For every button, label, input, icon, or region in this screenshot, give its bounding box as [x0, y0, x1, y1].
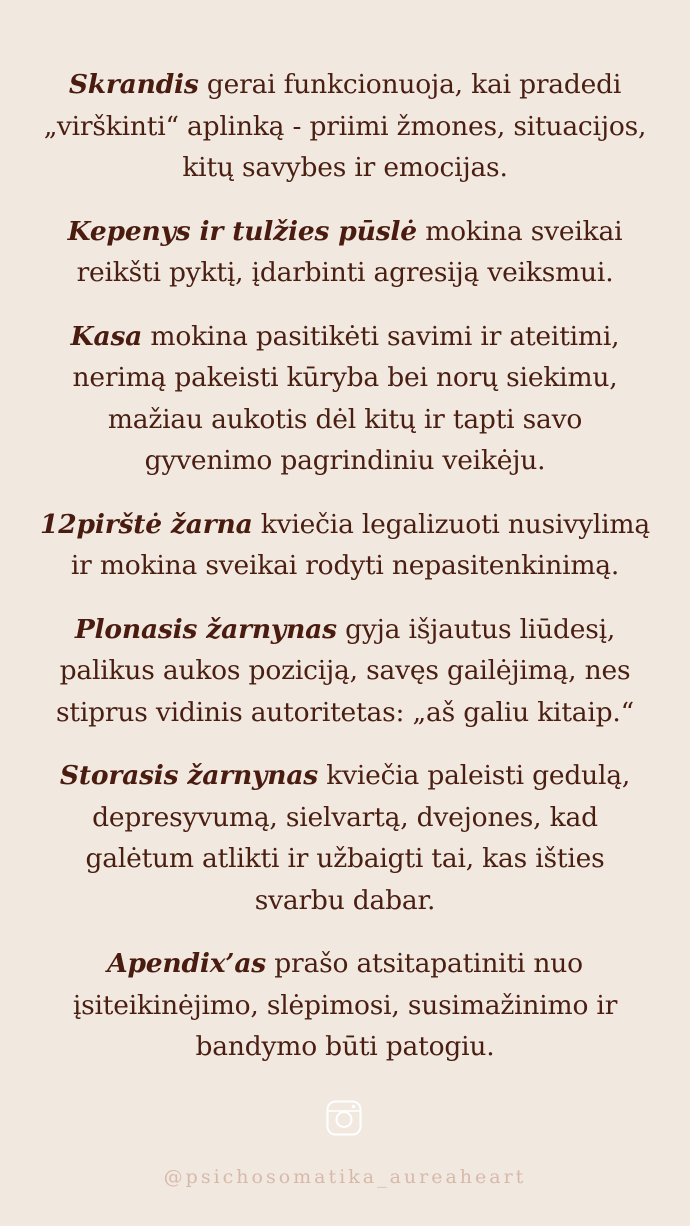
- paragraph-lead: Plonasis žarnynas: [74, 613, 337, 645]
- paragraph-line: kitų savybes ir emocijas.: [182, 152, 508, 183]
- instagram-handle[interactable]: @psichosomatika_aureaheart: [163, 1166, 527, 1188]
- paragraph-line: gyvenimo pagrindiniu veikėju.: [144, 445, 546, 476]
- paragraph-line: gerai funkcionuoja, kai pradedi: [206, 69, 622, 100]
- paragraph-line: kviečia legalizuoti nusivylimą: [260, 508, 650, 540]
- text-block: [20, 64, 670, 1090]
- paragraph-line: stiprus vidinis autoritetas: „aš galiu kitaip.“: [56, 696, 634, 728]
- paragraph-lead: Storasis žarnynas: [59, 760, 319, 791]
- paragraph-line: įsiteikinėjimo, slėpimosi, susimažinimo ir: [72, 989, 618, 1021]
- paragraph-line: mažiau aukotis dėl kitų ir tapti savo: [107, 403, 583, 435]
- paragraph-line: nerimą pakeisti kūryba bei norų siekimu,: [72, 362, 618, 393]
- paragraph-lead: Kepenys ir tulžies pūslė: [67, 215, 417, 247]
- paragraph-line: gyja išjautus liūdesį,: [345, 613, 616, 645]
- instagram-icon[interactable]: [326, 1100, 362, 1136]
- paragraph-pancreas: [20, 316, 670, 482]
- paragraph-line: mokina sveikai: [425, 215, 623, 247]
- paragraph-line: kviečia paleisti gedulą,: [326, 760, 631, 791]
- paragraph-duodenum: [20, 504, 670, 587]
- paragraph-line: mokina pasitikėti savimi ir ateitimi,: [150, 320, 620, 352]
- paragraph-line: bandymo būti patogiu.: [195, 1031, 495, 1062]
- paragraph-line: reikšti pyktį, įdarbinti agresiją veiksmui.: [76, 257, 614, 288]
- paragraph-line: depresyvumą, sielvartą, dvejones, kad: [92, 801, 598, 833]
- paragraph-lead: Apendix’as: [107, 948, 267, 979]
- paragraph-appendix: [20, 943, 670, 1068]
- paragraph-small-intestine: [20, 609, 670, 734]
- paragraph-liver: [20, 211, 670, 294]
- paragraph-line: galėtum atlikti ir užbaigti tai, kas išties: [85, 843, 605, 874]
- paragraph-line: „virškinti“ aplinką - priimi žmones, situacijos,: [43, 110, 647, 142]
- paragraph-stomach: [20, 64, 670, 189]
- paragraph-line: ir mokina sveikai rodyti nepasitenkinimą.: [70, 550, 620, 581]
- paragraph-line: svarbu dabar.: [254, 884, 436, 916]
- paragraph-lead: Skrandis: [68, 69, 199, 100]
- paragraph-lead: 12pirštė žarna: [40, 508, 253, 540]
- paragraph-line: prašo atsitapatiniti nuo: [274, 948, 583, 979]
- paragraph-large-intestine: [20, 755, 670, 921]
- paragraph-line: palikus aukos poziciją, savęs gailėjimą, nes: [59, 655, 631, 686]
- paragraph-lead: Kasa: [70, 320, 143, 352]
